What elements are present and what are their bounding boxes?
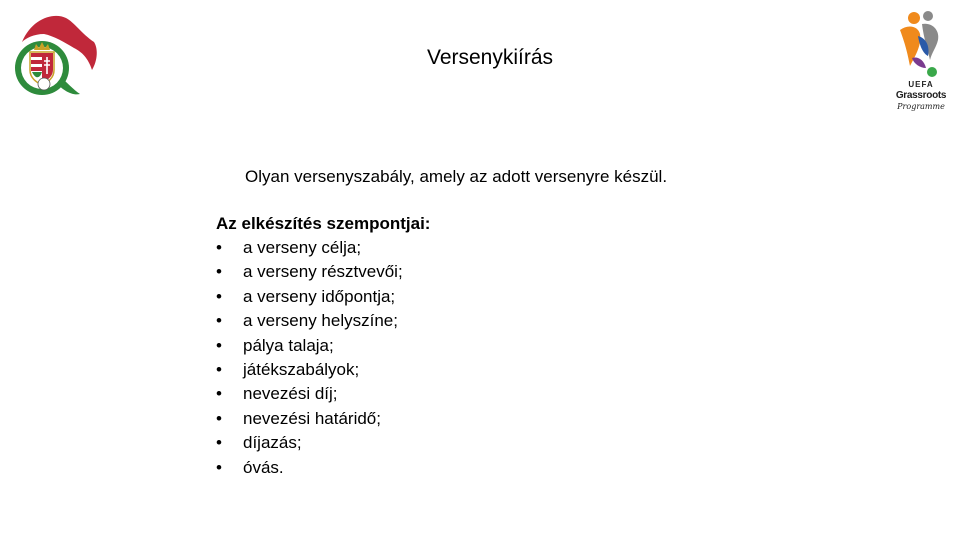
bullet-icon: • bbox=[216, 433, 222, 453]
bullet-icon: • bbox=[216, 359, 222, 379]
criteria-item-text: díjazás; bbox=[243, 433, 302, 453]
criteria-item-text: pálya talaja; bbox=[243, 335, 334, 355]
slide-title: Versenykiírás bbox=[426, 46, 554, 69]
criteria-list-item bbox=[216, 456, 430, 480]
criteria-item-text: nevezési díj; bbox=[243, 384, 338, 404]
criteria-list-item bbox=[216, 407, 430, 431]
criteria-list-item bbox=[216, 285, 430, 309]
criteria-item-text: a verseny célja; bbox=[243, 238, 362, 257]
criteria-item-text: nevezési határidő; bbox=[243, 408, 381, 428]
criteria-list bbox=[216, 236, 430, 480]
criteria-item-text: a verseny időpontja; bbox=[243, 286, 396, 306]
definition-text: Olyan versenyszabály, amely az adott versenyre készül. bbox=[245, 167, 668, 186]
bullet-icon: • bbox=[216, 238, 222, 257]
criteria-item-text: óvás. bbox=[243, 457, 284, 477]
grassroots-wordmark: Grassroots bbox=[895, 90, 947, 101]
bullet-icon: • bbox=[216, 335, 222, 355]
criteria-list-item bbox=[216, 431, 430, 455]
criteria-list-item bbox=[216, 236, 430, 260]
criteria-heading: Az elkészítés szempontjai: bbox=[216, 214, 431, 233]
bullet-icon: • bbox=[216, 286, 222, 306]
criteria-list-item bbox=[216, 358, 430, 382]
criteria-item-text: a verseny helyszíne; bbox=[243, 311, 398, 331]
criteria-list-item bbox=[216, 260, 430, 284]
criteria-list-item bbox=[216, 309, 430, 333]
bullet-icon: • bbox=[216, 408, 222, 428]
uefa-wordmark: UEFA bbox=[908, 80, 934, 89]
uefa-grassroots-caption bbox=[884, 80, 958, 112]
bullet-icon: • bbox=[216, 384, 222, 404]
criteria-item-text: játékszabályok; bbox=[243, 359, 360, 379]
criteria-list-item bbox=[216, 382, 430, 406]
criteria-item-text: a verseny résztvevői; bbox=[243, 262, 403, 282]
bullet-icon: • bbox=[216, 457, 222, 477]
bullet-icon: • bbox=[216, 311, 222, 331]
criteria-section bbox=[216, 212, 430, 480]
bullet-icon: • bbox=[216, 262, 222, 282]
programme-wordmark: Programme bbox=[897, 102, 945, 111]
criteria-list-item bbox=[216, 334, 430, 358]
